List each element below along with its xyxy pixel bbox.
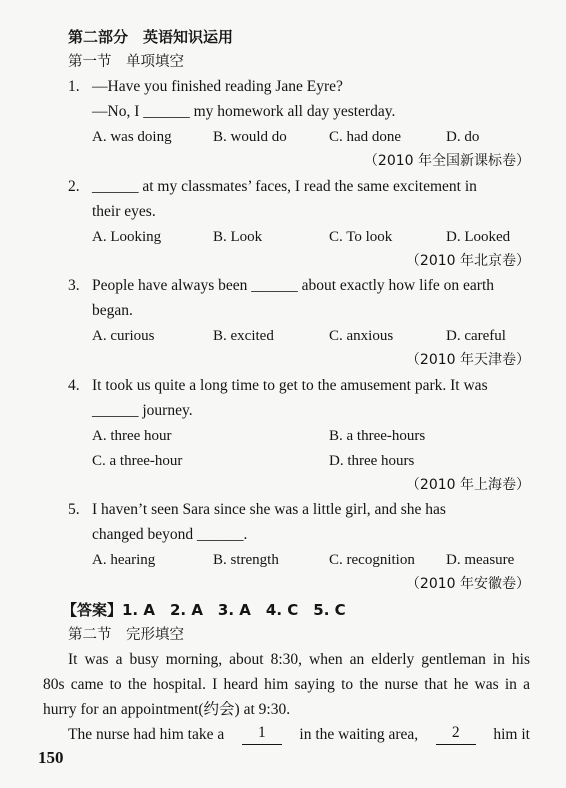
question-stem-line-1: It took us quite a long time to get to the amusement park. It was [92,377,488,394]
option-d: D. do [446,129,480,145]
answer-key: 【答案】1. A 2. A 3. A 4. C 5. C [62,601,346,619]
option-a: A. three hour [92,428,172,444]
cloze-blank-2: 2 [436,725,476,745]
option-a: A. Looking [92,229,162,245]
question-number: 3. [68,277,80,294]
option-a: A. was doing [92,129,172,145]
question-stem-line-1: I haven’t seen Sara since she was a little girl, and she has [92,501,446,518]
passage-text: The nurse had him take a [68,726,225,743]
question-stem-line-2: changed beyond ______. [92,526,248,543]
question-stem-line-2: began. [92,302,133,319]
option-d: D. careful [446,328,506,344]
question-number: 4. [68,377,80,394]
question-stem-line-1: —Have you finished reading Jane Eyre? [92,78,343,95]
question-stem-line-2: ______ journey. [92,402,193,419]
subsection-title-single-choice: 第一节 单项填空 [68,54,184,70]
option-d: D. Looked [446,229,511,245]
question-source: （2010 年北京卷） [405,253,530,269]
option-c: C. anxious [329,328,394,344]
question-source: （2010 年安徽卷） [405,576,530,592]
question-stem-line-2: their eyes. [92,203,156,220]
question-stem-line-1: People have always been ______ about exactly how life on earth [92,277,495,294]
subsection-title-cloze: 第二节 完形填空 [68,627,184,643]
cloze-blank-1: 1 [242,725,282,745]
option-b: B. excited [213,328,274,344]
question-source: （2010 年全国新课标卷） [363,153,530,169]
passage-line-4 [68,725,530,745]
option-b: B. Look [213,229,263,245]
passage-line-2: 80s came to the hospital. I heard him saying to the nurse that he was in a [43,676,530,693]
option-a: A. curious [92,328,155,344]
question-source: （2010 年天津卷） [405,352,530,368]
option-b: B. strength [213,552,279,568]
question-number: 5. [68,501,80,518]
question-stem-line-1: ______ at my classmates’ faces, I read the same excitement in [92,178,477,195]
question-source: （2010 年上海卷） [405,477,530,493]
passage-line-1: It was a busy morning, about 8:30, when an elderly gentleman in his [68,651,530,668]
option-c: C. a three-hour [92,453,183,469]
passage-text: in the waiting area, [299,726,419,743]
option-b: B. a three-hours [329,428,426,444]
option-c: C. To look [329,229,393,245]
page-number: 150 [38,748,64,767]
option-c: C. had done [329,129,402,145]
option-d: D. measure [446,552,515,568]
question-stem-line-2: —No, I ______ my homework all day yesterday. [92,103,396,120]
passage-text: him it [493,726,530,743]
option-b: B. would do [213,129,287,145]
option-d: D. three hours [329,453,415,469]
question-number: 2. [68,178,80,195]
question-number: 1. [68,78,80,95]
passage-line-3: hurry for an appointment(约会) at 9:30. [43,701,291,718]
section-title: 第二部分 英语知识运用 [68,28,234,46]
option-a: A. hearing [92,552,156,568]
option-c: C. recognition [329,552,415,568]
